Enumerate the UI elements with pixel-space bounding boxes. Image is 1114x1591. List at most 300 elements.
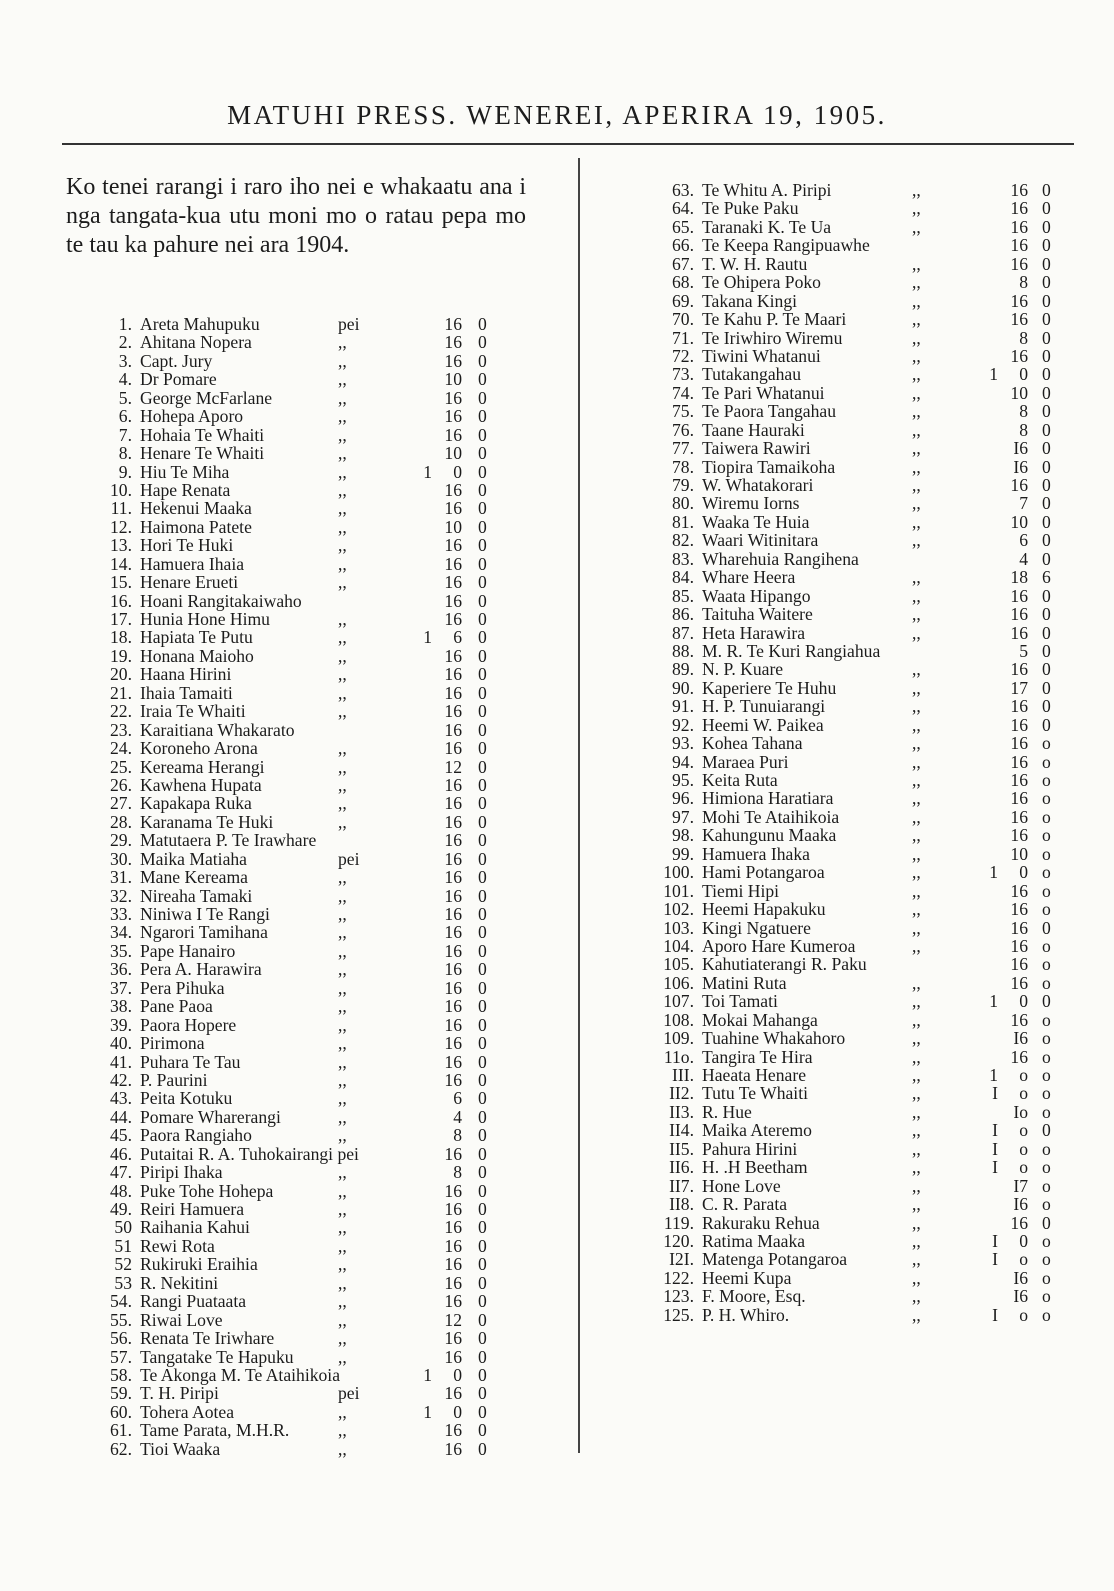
subscriber-name: Dr Pomare	[140, 369, 217, 390]
subscriber-row	[648, 475, 1068, 493]
subscriber-mark: ,,	[912, 604, 921, 625]
subscriber-row	[648, 235, 1068, 256]
subscriber-num: 75.	[672, 401, 694, 422]
subscriber-num: 40.	[110, 1033, 132, 1054]
subscriber-shillings: 16	[444, 1069, 462, 1090]
subscriber-pence: 0	[478, 479, 487, 500]
subscriber-mark: ,,	[912, 456, 921, 477]
subscriber-mark: ,,	[338, 1106, 347, 1127]
subscriber-name: Matenga Potangaroa	[702, 1249, 848, 1270]
subscriber-mark: ,,	[912, 327, 921, 348]
subscriber-shillings: 16	[1010, 770, 1028, 790]
subscriber-name: Heemi Kupa	[702, 1267, 792, 1288]
subscriber-mark: ,,	[338, 1420, 347, 1441]
subscriber-row	[66, 627, 506, 648]
subscriber-pence: 0	[478, 1235, 487, 1256]
subscriber-shillings: 16	[1010, 290, 1028, 311]
subscriber-pence: 0	[1042, 991, 1051, 1012]
subscriber-mark: ,,	[912, 1175, 921, 1196]
subscriber-name: Haeata Henare	[702, 1065, 807, 1085]
subscriber-pence: 0	[478, 701, 487, 722]
subscriber-shillings: 16	[1010, 880, 1028, 901]
subscriber-pence: 0	[1042, 180, 1051, 200]
subscriber-mark: ,,	[912, 475, 921, 495]
subscriber-num: 71.	[672, 327, 694, 348]
subscriber-name: Aporo Hare Kumeroa	[702, 935, 856, 956]
subscriber-pence: 0	[478, 332, 487, 353]
subscriber-mark: ,,	[338, 682, 347, 703]
subscriber-mark: ,,	[912, 825, 921, 846]
subscriber-mark: ,,	[338, 1346, 347, 1367]
subscriber-name: Heemi W. Paikea	[702, 714, 824, 735]
subscriber-shillings: 7	[1019, 493, 1028, 514]
subscriber-pence: 0	[478, 1438, 487, 1459]
subscriber-name: Puke Tohe Hohepa	[140, 1180, 274, 1201]
subscriber-row	[648, 918, 1068, 936]
subscriber-num: 14.	[110, 553, 132, 574]
subscriber-name: Wiremu Iorns	[702, 493, 800, 514]
subscriber-row	[648, 973, 1068, 991]
subscriber-pence: 0	[1042, 438, 1051, 459]
subscriber-mark: ,,	[338, 977, 347, 998]
subscriber-pence: o	[1042, 1249, 1051, 1270]
subscriber-pence: 0	[1042, 309, 1051, 330]
subscriber-shillings: 16	[1010, 604, 1028, 625]
subscriber-name: Hekenui Maaka	[140, 498, 252, 519]
subscriber-num: 84.	[672, 567, 694, 588]
subscriber-pence: o	[1042, 862, 1051, 883]
subscriber-mark: ,,	[338, 406, 347, 427]
subscriber-row	[66, 609, 506, 627]
subscriber-name: Te Keepa Rangipuawhe	[702, 235, 870, 256]
subscriber-pence: 0	[478, 590, 487, 611]
subscriber-row	[66, 830, 506, 851]
subscriber-pence: 0	[478, 1217, 487, 1238]
subscriber-pence: 0	[1042, 917, 1051, 938]
subscriber-num: 106.	[663, 972, 694, 993]
subscriber-pence: 0	[1042, 401, 1051, 422]
subscriber-name: Kawhena Hupata	[140, 774, 262, 795]
subscriber-shillings: 16	[1010, 659, 1028, 680]
subscriber-shillings: o	[1019, 1304, 1028, 1325]
subscriber-row	[648, 1213, 1068, 1231]
subscriber-shillings: 16	[444, 1143, 462, 1164]
subscriber-shillings: I6	[1013, 1194, 1028, 1215]
subscriber-num: 13.	[110, 535, 132, 556]
subscriber-name: Karanama Te Huki	[140, 811, 274, 832]
subscriber-row	[66, 1328, 506, 1349]
subscriber-shillings: 16	[1010, 972, 1028, 993]
subscriber-pence: 0	[478, 1106, 487, 1127]
subscriber-num: 73.	[672, 364, 694, 385]
subscriber-mark: ,,	[912, 198, 921, 219]
subscriber-mark: ,,	[338, 1254, 347, 1275]
subscriber-num: 51	[114, 1235, 132, 1256]
subscriber-num: 1.	[118, 314, 132, 334]
subscriber-pence: o	[1042, 1230, 1051, 1251]
subscriber-shillings: 5	[1019, 640, 1028, 661]
subscriber-name: Koroneho Arona	[140, 738, 258, 759]
subscriber-mark: ,,	[338, 1291, 347, 1312]
subscriber-pounds: 1	[989, 862, 998, 883]
subscriber-name: Peita Kotuku	[140, 1088, 233, 1109]
subscriber-pence: 6	[1042, 567, 1051, 588]
subscriber-row	[648, 328, 1068, 346]
subscriber-name: T. W. H. Rautu	[702, 253, 808, 274]
subscriber-name: Niniwa I Te Rangi	[140, 904, 270, 924]
subscriber-shillings: 16	[444, 479, 462, 500]
subscriber-mark: ,,	[912, 419, 921, 440]
subscriber-mark: ,,	[338, 922, 347, 943]
subscriber-num: 78.	[672, 456, 694, 477]
subscriber-row	[66, 1383, 506, 1404]
subscriber-pounds: I	[992, 1304, 998, 1325]
subscriber-mark: ,,	[338, 609, 347, 629]
subscriber-mark: ,,	[338, 369, 347, 390]
subscriber-num: 81.	[672, 511, 694, 532]
subscriber-row	[648, 254, 1068, 272]
subscriber-row	[66, 978, 506, 996]
subscriber-shillings: 16	[1010, 585, 1028, 606]
subscriber-pence: 0	[478, 1254, 487, 1275]
subscriber-pence: 0	[1042, 272, 1051, 293]
subscriber-name: Areta Mahupuku	[140, 314, 260, 334]
subscriber-pence: 0	[478, 1420, 487, 1441]
subscriber-num: 91.	[672, 696, 694, 717]
subscriber-name: Waari Witinitara	[702, 530, 819, 551]
subscriber-mark: ,,	[912, 530, 921, 551]
subscriber-num: 99.	[672, 843, 694, 864]
subscriber-shillings: 10	[444, 443, 462, 464]
subscriber-pence: 0	[1042, 198, 1051, 219]
subscriber-row	[66, 314, 506, 332]
subscriber-num: 4.	[118, 369, 132, 390]
subscriber-shillings: 16	[1010, 751, 1028, 772]
subscriber-name: Riwai Love	[140, 1309, 223, 1330]
subscriber-mark: ,,	[912, 345, 921, 366]
subscriber-shillings: 16	[444, 1346, 462, 1367]
subscriber-mark: ,,	[912, 770, 921, 790]
subscriber-name: Waata Hipango	[702, 585, 811, 606]
subscriber-pence: o	[1042, 770, 1051, 790]
subscriber-name: Matutaera P. Te Irawhare	[140, 830, 317, 851]
subscriber-num: 67.	[672, 253, 694, 274]
subscriber-row	[648, 825, 1068, 846]
subscriber-mark: ,,	[912, 1157, 921, 1178]
subscriber-pence: 0	[478, 1364, 487, 1385]
subscriber-row	[648, 512, 1068, 530]
subscriber-name: Whare Heera	[702, 567, 796, 588]
subscriber-row	[648, 272, 1068, 293]
subscriber-shillings: 8	[1019, 401, 1028, 422]
subscriber-shillings: 16	[444, 793, 462, 814]
subscriber-shillings: 16	[444, 848, 462, 869]
subscriber-mark: ,,	[338, 1328, 347, 1349]
subscriber-num: 109.	[663, 1028, 694, 1049]
subscriber-shillings: 16	[1010, 180, 1028, 200]
subscriber-row	[648, 604, 1068, 625]
subscriber-shillings: o	[1019, 1157, 1028, 1178]
subscriber-shillings: 16	[444, 1217, 462, 1238]
subscriber-shillings: 16	[444, 1291, 462, 1312]
subscriber-name: Taiwera Rawiri	[702, 438, 811, 459]
subscriber-pence: 0	[1042, 548, 1051, 569]
subscriber-num: 94.	[672, 751, 694, 772]
subscriber-num: 34.	[110, 922, 132, 943]
subscriber-row	[66, 535, 506, 556]
subscriber-num: 56.	[110, 1328, 132, 1349]
subscriber-name: Piripi Ihaka	[140, 1162, 223, 1183]
subscriber-name: Maraea Puri	[702, 751, 789, 772]
subscriber-name: Kahutiaterangi R. Paku	[702, 954, 867, 975]
subscriber-mark: ,,	[338, 1438, 347, 1459]
subscriber-shillings: 16	[1010, 954, 1028, 975]
subscriber-shillings: 16	[444, 1383, 462, 1404]
left-subscriber-list	[66, 314, 506, 1457]
subscriber-name: Mokai Mahanga	[702, 1009, 818, 1030]
subscriber-row	[66, 517, 506, 535]
subscriber-num: 105.	[663, 954, 694, 975]
subscriber-name: Tutakangahau	[702, 364, 802, 385]
subscriber-shillings: 0	[1019, 1230, 1028, 1251]
subscriber-pence: o	[1042, 1267, 1051, 1288]
subscriber-name: Kaperiere Te Huhu	[702, 677, 837, 698]
subscriber-pence: 0	[478, 572, 487, 593]
subscriber-mark: ,,	[912, 216, 921, 237]
subscriber-shillings: 18	[1010, 567, 1028, 588]
subscriber-mark: ,,	[338, 1125, 347, 1146]
subscriber-row	[66, 1236, 506, 1254]
subscriber-mark: ,,	[338, 738, 347, 759]
subscriber-num: 23.	[110, 719, 132, 740]
subscriber-name: Honana Maioho	[140, 645, 254, 666]
subscriber-row	[648, 641, 1068, 659]
subscriber-pounds: I	[992, 1157, 998, 1178]
subscriber-row	[648, 696, 1068, 717]
subscriber-mark: ,,	[912, 382, 921, 403]
subscriber-num: 16.	[110, 590, 132, 611]
subscriber-row	[648, 1268, 1068, 1286]
subscriber-shillings: 8	[453, 1125, 462, 1146]
subscriber-name: Hori Te Huki	[140, 535, 234, 556]
subscriber-mark: ,,	[912, 972, 921, 993]
subscriber-pence: 0	[478, 774, 487, 795]
subscriber-shillings: 16	[444, 572, 462, 593]
subscriber-num: 17.	[110, 609, 132, 629]
subscriber-pence: 0	[478, 1346, 487, 1367]
subscriber-name: Raihania Kahui	[140, 1217, 250, 1238]
subscriber-shillings: 16	[444, 774, 462, 795]
subscriber-pence: 0	[478, 1162, 487, 1183]
subscriber-shillings: 16	[444, 645, 462, 666]
subscriber-row	[66, 1107, 506, 1125]
subscriber-row	[648, 1249, 1068, 1270]
subscriber-mark: ,,	[912, 843, 921, 864]
subscriber-name: Paora Rangiaho	[140, 1125, 252, 1146]
subscriber-shillings: 16	[1010, 1046, 1028, 1067]
subscriber-pence: 0	[478, 1180, 487, 1201]
subscriber-num: 55.	[110, 1309, 132, 1330]
subscriber-pence: o	[1042, 1083, 1051, 1104]
subscriber-num: 49.	[110, 1199, 132, 1219]
subscriber-pence: o	[1042, 1304, 1051, 1325]
subscriber-name: Tiopira Tamaikoha	[702, 456, 836, 477]
subscriber-row	[648, 1010, 1068, 1028]
subscriber-pence: o	[1042, 1065, 1051, 1085]
subscriber-num: 57.	[110, 1346, 132, 1367]
subscriber-name: Himiona Haratiara	[702, 788, 834, 809]
subscriber-name: Te Puke Paku	[702, 198, 799, 219]
subscriber-pounds: 1	[989, 991, 998, 1012]
subscriber-row	[66, 849, 506, 867]
subscriber-pounds: 1	[989, 1065, 998, 1085]
subscriber-mark: ,,	[912, 364, 921, 385]
subscriber-num: 2.	[118, 332, 132, 353]
subscriber-pence: 0	[478, 1199, 487, 1219]
subscriber-mark: ,,	[338, 350, 347, 371]
subscriber-shillings: 16	[444, 387, 462, 408]
subscriber-name: Pane Paoa	[140, 996, 213, 1017]
subscriber-pence: o	[1042, 825, 1051, 846]
subscriber-row	[648, 309, 1068, 330]
subscriber-pence: 0	[1042, 622, 1051, 643]
subscriber-mark: ,,	[338, 774, 347, 795]
subscriber-row	[648, 1047, 1068, 1065]
subscriber-shillings: 16	[1010, 622, 1028, 643]
subscriber-num: 98.	[672, 825, 694, 846]
subscriber-pence: 0	[478, 424, 487, 445]
subscriber-shillings: 10	[1010, 382, 1028, 403]
subscriber-num: 66.	[672, 235, 694, 256]
column-divider	[578, 158, 580, 1453]
subscriber-num: 59.	[110, 1383, 132, 1404]
subscriber-row	[648, 752, 1068, 770]
subscriber-num: 61.	[110, 1420, 132, 1441]
subscriber-name: Rangi Puataata	[140, 1291, 247, 1312]
subscriber-row	[66, 1015, 506, 1033]
subscriber-pence: o	[1042, 880, 1051, 901]
subscriber-mark: ,,	[912, 585, 921, 606]
subscriber-name: Tangatake Te Hapuku	[140, 1346, 294, 1367]
subscriber-pence: 0	[1042, 216, 1051, 237]
subscriber-shillings: 16	[444, 1051, 462, 1072]
subscriber-mark: ,,	[912, 567, 921, 588]
subscriber-name: Te Pari Whatanui	[702, 382, 825, 403]
subscriber-num: 20.	[110, 664, 132, 685]
subscriber-shillings: 16	[444, 535, 462, 556]
subscriber-mark: ,,	[912, 935, 921, 956]
subscriber-num: 69.	[672, 290, 694, 311]
subscriber-name: Taituha Waitere	[702, 604, 813, 625]
subscriber-row	[66, 738, 506, 759]
subscriber-shillings: 16	[444, 867, 462, 888]
subscriber-shillings: 10	[444, 516, 462, 537]
subscriber-pounds: 1	[423, 627, 432, 648]
subscriber-row	[66, 996, 506, 1017]
subscriber-name: Wharehuia Rangihena	[702, 548, 859, 569]
subscriber-row	[66, 1088, 506, 1109]
subscriber-num: 80.	[672, 493, 694, 514]
subscriber-mark: ,,	[338, 553, 347, 574]
subscriber-name: Capt. Jury	[140, 350, 213, 371]
subscriber-row	[66, 332, 506, 353]
subscriber-pence: o	[1042, 806, 1051, 827]
subscriber-mark: ,,	[912, 1212, 921, 1233]
subscriber-num: 103.	[663, 917, 694, 938]
subscriber-pounds: 1	[423, 1364, 432, 1385]
subscriber-shillings: 16	[1010, 714, 1028, 735]
subscriber-shillings: 6	[453, 1088, 462, 1109]
subscriber-name: Matini Ruta	[702, 972, 787, 993]
subscriber-row	[66, 886, 506, 904]
subscriber-mark: ,,	[912, 1230, 921, 1251]
subscriber-num: 77.	[672, 438, 694, 459]
subscriber-num: II4.	[669, 1120, 694, 1141]
subscriber-pence: 0	[478, 959, 487, 980]
subscriber-shillings: I6	[1013, 1267, 1028, 1288]
subscriber-row	[648, 1176, 1068, 1194]
subscriber-row	[648, 936, 1068, 954]
subscriber-num: II5.	[669, 1138, 694, 1159]
subscriber-name: Tutu Te Whaiti	[702, 1083, 808, 1104]
subscriber-num: 60.	[110, 1401, 132, 1422]
subscriber-shillings: 16	[444, 977, 462, 998]
subscriber-pence: 0	[478, 1033, 487, 1054]
subscriber-row	[66, 425, 506, 443]
subscriber-row	[66, 1217, 506, 1238]
subscriber-pence: 0	[478, 1069, 487, 1090]
subscriber-row	[648, 1065, 1068, 1083]
subscriber-name: Haimona Patete	[140, 516, 252, 537]
subscriber-mark: ,,	[912, 1286, 921, 1307]
subscriber-row	[66, 1199, 506, 1217]
subscriber-num: 47.	[110, 1162, 132, 1183]
subscriber-name: George McFarlane	[140, 387, 273, 408]
subscriber-mark: ,,	[338, 498, 347, 519]
subscriber-num: 108.	[663, 1009, 694, 1030]
subscriber-pence: 0	[1042, 235, 1051, 256]
subscriber-pence: 0	[478, 498, 487, 519]
subscriber-name: Kereama Herangi	[140, 756, 265, 777]
subscriber-num: 30.	[110, 848, 132, 869]
subscriber-pence: 0	[1042, 493, 1051, 514]
subscriber-pence: 0	[478, 830, 487, 851]
subscriber-shillings: 16	[444, 553, 462, 574]
subscriber-pounds: 1	[423, 1401, 432, 1422]
subscriber-pence: 0	[1042, 456, 1051, 477]
subscriber-name: P. Paurini	[140, 1069, 208, 1090]
subscriber-num: 93.	[672, 733, 694, 754]
subscriber-pence: 0	[478, 369, 487, 390]
subscriber-mark: ,,	[912, 180, 921, 200]
subscriber-mark: ,,	[338, 1051, 347, 1072]
subscriber-name: Kingi Ngatuere	[702, 917, 811, 938]
subscriber-shillings: 16	[1010, 253, 1028, 274]
subscriber-name: Hohepa Aporo	[140, 406, 244, 427]
subscriber-name: Hiu Te Miha	[140, 461, 230, 482]
subscriber-shillings: I7	[1013, 1175, 1028, 1196]
subscriber-shillings: 16	[444, 1254, 462, 1275]
subscriber-name: Pahura Hirini	[702, 1138, 798, 1159]
subscriber-mark: ,,	[338, 996, 347, 1017]
subscriber-num: 62.	[110, 1438, 132, 1459]
subscriber-pence: o	[1042, 843, 1051, 864]
subscriber-row	[648, 807, 1068, 825]
subscriber-num: II7.	[669, 1175, 694, 1196]
subscriber-shillings: 16	[1010, 309, 1028, 330]
subscriber-row	[66, 1125, 506, 1146]
subscriber-num: 79.	[672, 475, 694, 495]
